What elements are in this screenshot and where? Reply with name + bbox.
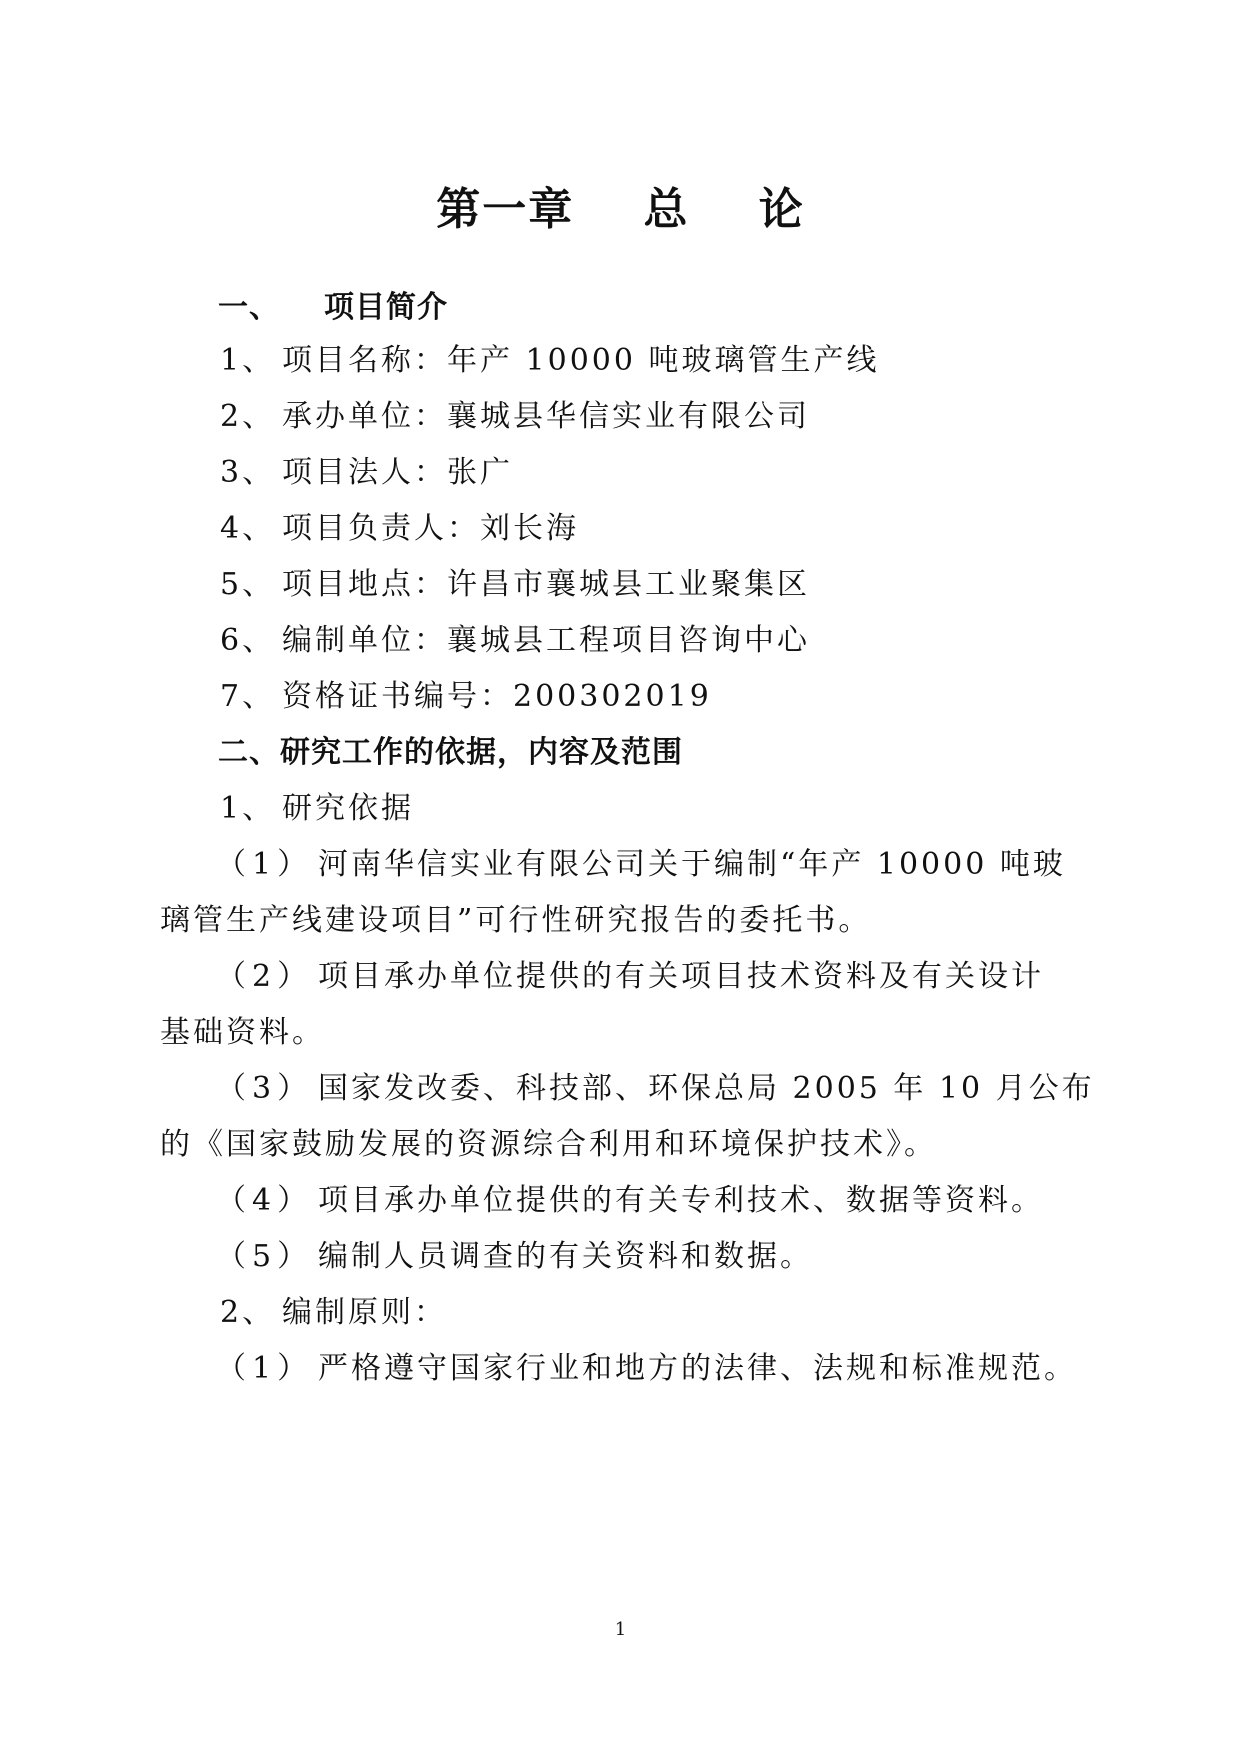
basis-item-number: （3）: [216, 1071, 314, 1106]
info-item-number: 7、: [220, 679, 276, 714]
info-item-text: 承办单位：襄城县华信实业有限公司: [282, 399, 810, 434]
subsection-title: 编制原则：: [282, 1295, 447, 1330]
info-item: [220, 395, 810, 439]
basis-item-text: 国家发改委、科技部、环保总局 2005 年 10 月公布: [318, 1071, 1095, 1106]
info-item: [220, 339, 880, 383]
basis-item-number: （4）: [216, 1183, 314, 1218]
info-item: [220, 563, 810, 607]
basis-item-number: （1）: [216, 847, 314, 882]
info-item-number: 4、: [220, 511, 276, 546]
info-item-number: 2、: [220, 399, 276, 434]
subsection-number: 1、: [220, 791, 276, 826]
info-item-text: 项目地点：许昌市襄城县工业聚集区: [282, 567, 810, 602]
basis-item-number: （2）: [216, 959, 314, 994]
info-item: [220, 451, 513, 495]
basis-item-line: [216, 1235, 813, 1279]
basis-item-continuation: 的《国家鼓励发展的资源综合利用和环境保护技术》。: [160, 1127, 937, 1162]
basis-item-line: [216, 955, 1044, 999]
info-item-number: 3、: [220, 455, 276, 490]
basis-item-line: [216, 843, 1066, 887]
info-item: [220, 619, 810, 663]
subsection-heading: [220, 1291, 447, 1335]
principle-item-text: 严格遵守国家行业和地方的法律、法规和标准规范。: [318, 1351, 1077, 1386]
basis-item-continuation: 璃管生产线建设项目”可行性研究报告的委托书。: [160, 903, 872, 938]
principle-item-line: [216, 1347, 1077, 1391]
basis-item-line: [216, 1067, 1095, 1111]
section1-number: 一、: [218, 290, 280, 325]
page-number: 1: [614, 1619, 627, 1640]
info-item-text: 项目负责人：刘长海: [282, 511, 579, 546]
info-item: [220, 675, 712, 719]
info-item-number: 6、: [220, 623, 276, 658]
section1-title: 项目简介: [324, 290, 448, 325]
info-item-number: 5、: [220, 567, 276, 602]
info-item-text: 资格证书编号：200302019: [282, 679, 712, 714]
chapter-title: 第一章 总 论: [436, 184, 805, 235]
subsection-heading: [220, 787, 414, 831]
info-item-text: 编制单位：襄城县工程项目咨询中心: [282, 623, 810, 658]
section2-heading: 二、研究工作的依据，内容及范围: [218, 735, 683, 770]
basis-item-number: （5）: [216, 1239, 314, 1274]
subsection-number: 2、: [220, 1295, 276, 1330]
basis-item-text: 编制人员调查的有关资料和数据。: [318, 1239, 813, 1274]
basis-item-continuation: 基础资料。: [160, 1015, 325, 1050]
info-item: [220, 507, 579, 551]
basis-item-text: 项目承办单位提供的有关专利技术、数据等资料。: [318, 1183, 1044, 1218]
info-item-text: 项目法人：张广: [282, 455, 513, 490]
basis-item-text: 河南华信实业有限公司关于编制“年产 10000 吨玻: [318, 847, 1066, 882]
basis-item-text: 项目承办单位提供的有关项目技术资料及有关设计: [318, 959, 1044, 994]
section1-heading: [218, 286, 448, 330]
basis-item-line: [216, 1179, 1044, 1223]
subsection-title: 研究依据: [282, 791, 414, 826]
principle-item-number: （1）: [216, 1351, 314, 1386]
info-item-text: 项目名称：年产 10000 吨玻璃管生产线: [282, 343, 880, 378]
info-item-number: 1、: [220, 343, 276, 378]
